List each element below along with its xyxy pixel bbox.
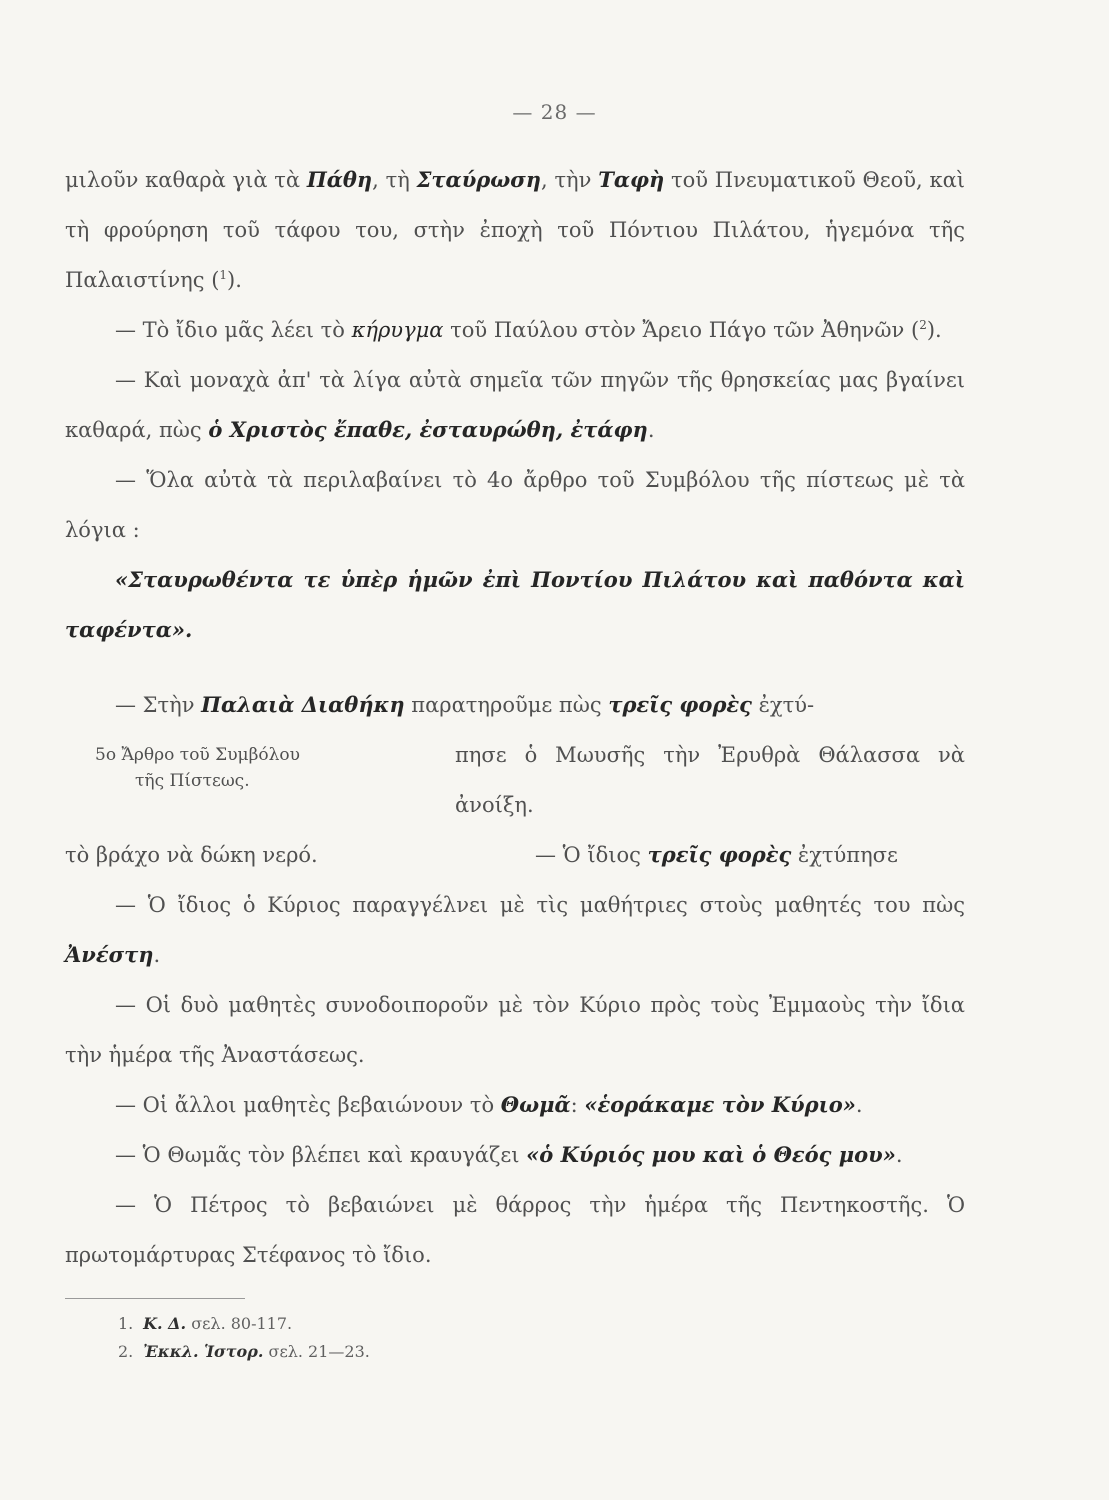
emphasis: Σταύρωση (416, 167, 541, 192)
paragraph-6-first-line (65, 680, 965, 730)
text-run: — Τὸ ἴδιο μᾶς λέει τὸ (115, 318, 352, 342)
paragraph-3 (65, 355, 965, 455)
text-run: μιλοῦν καθαρὰ γιὰ τὰ (65, 168, 307, 192)
creed-quote: «Σταυρωθέντα τε ὑπὲρ ἡμῶν ἐπὶ Ποντίου Πιλάτου καὶ παθόντα καὶ ταφέντα». (65, 567, 965, 642)
paragraph-9 (65, 1080, 965, 1130)
emphasis: Ταφὴ (598, 167, 665, 192)
footnote-number: 1. (118, 1314, 134, 1333)
footnote-abbr: Ἐκκλ. Ἱστορ. (143, 1342, 264, 1361)
emphasis: Ἀνέστη (65, 942, 154, 967)
text-run: . (855, 1093, 863, 1117)
footnote-1 (118, 1310, 370, 1338)
text-run: τοῦ Παύλου στὸν Ἄρειο Πάγο τῶν Ἀθηνῶν ( (443, 318, 920, 342)
paragraph-6b (455, 830, 965, 880)
footnote-text: σελ. 80-117. (186, 1314, 293, 1333)
text-run: τοῦ Πνευματικοῦ Θεοῦ, καὶ τὴ φρούρηση τοῦ τάφου του, στὴν ἐποχὴ τοῦ Πόντιου Πιλάτου, ἡγεμόνα τῆς Παλαιστίνης ( (65, 168, 966, 292)
emphasis: ὁ Χριστὸς ἔπαθε, ἐσταυρώθη, ἐτάφη (208, 417, 648, 442)
footnote-2 (118, 1338, 370, 1366)
text-run: : (570, 1093, 585, 1117)
text-run: . (647, 418, 655, 442)
paragraph-11: — Ὁ Πέτρος τὸ βεβαιώνει μὲ θάρρος τὴν ἡμέρα τῆς Πεντηκοστῆς. Ὁ πρωτομάρτυρας Στέφανος τὸ ἴδιο. (65, 1193, 965, 1267)
emphasis: «ἑοράκαμε τὸν Κύριο» (584, 1092, 856, 1117)
text-run: ἐχτύ- (751, 693, 815, 717)
paragraph-6-end: τὸ βράχο νὰ δώκη νερό. (65, 843, 318, 867)
paragraph-8: — Οἱ δυὸ μαθητὲς συνοδοιποροῦν μὲ τὸν Κύριο πρὸς τοὺς Ἐμμαοὺς τὴν ἴδια τὴν ἡμέρα τῆς Ἀναστάσεως. (65, 993, 965, 1067)
text-run: — Ὁ ἴδιος ὁ Κύριος παραγγέλνει μὲ τὶς μαθήτριες στοὺς μαθητές του πὼς (115, 893, 965, 917)
text-run: — Οἱ ἄλλοι μαθητὲς βεβαιώνουν τὸ (115, 1093, 501, 1117)
paragraph-2 (65, 305, 965, 355)
text-run: παρατηροῦμε πὼς (404, 693, 609, 717)
text-run: , τὴ (372, 168, 417, 192)
page-number: — 28 — (512, 100, 597, 124)
text-run: πησε ὁ Μωυσῆς τὴν Ἐρυθρὰ Θάλασσα νὰ ἀνοίξη. (455, 743, 965, 817)
footnote-abbr: Κ. Δ. (143, 1314, 187, 1333)
paragraph-1 (65, 155, 965, 305)
text-run: — Στὴν (115, 693, 202, 717)
text-run: , τὴν (541, 168, 599, 192)
paragraph-7 (65, 880, 965, 980)
footnote-divider (65, 1298, 245, 1299)
footnote-number: 2. (118, 1342, 134, 1361)
emphasis: κήρυγμα (351, 318, 444, 342)
paragraph-10 (65, 1130, 965, 1180)
paragraph-4: — Ὅλα αὐτὰ τὰ περιλαβαίνει τὸ 4ο ἄρθρο τοῦ Συμβόλου τῆς πίστεως μὲ τὰ λόγια : (65, 468, 965, 542)
text-run: ἐχτύπησε (791, 843, 898, 867)
text-run: — Ὁ Θωμᾶς τὸν βλέπει καὶ κραυγάζει (115, 1143, 527, 1167)
footnote-ref: 1 (219, 268, 228, 282)
main-text (65, 155, 965, 1280)
emphasis: τρεῖς φορὲς (647, 842, 792, 867)
text-run: — Καὶ μοναχὰ ἀπ' τὰ λίγα αὐτὰ σημεῖα τῶν πηγῶν τῆς θρησκείας μας βγαίνει καθαρά, πὼς (65, 368, 965, 442)
footnotes (118, 1310, 370, 1366)
margin-note-line-1: 5ο Ἄρθρο τοῦ Συμβόλου (95, 745, 300, 765)
paragraph-6-right-column (455, 730, 965, 880)
emphasis: τρεῖς φορὲς (608, 692, 752, 717)
text-run: . (895, 1143, 903, 1167)
text-run: ). (926, 318, 942, 342)
margin-note-line-2: τῆς Πίστεως. (135, 771, 250, 791)
footnote-ref: 2 (919, 318, 927, 332)
margin-note (95, 742, 385, 794)
text-run: — Ὁ ἴδιος (535, 843, 648, 867)
emphasis: Θωμᾶ (500, 1092, 571, 1117)
emphasis: Πάθη (306, 167, 373, 192)
text-run: . (153, 943, 161, 967)
footnote-text: σελ. 21—23. (263, 1342, 370, 1361)
emphasis: «ὁ Κύριός μου καὶ ὁ Θεός μου» (526, 1142, 896, 1167)
emphasis: Παλαιὰ Διαθήκη (201, 692, 405, 717)
text-run: ). (227, 268, 242, 292)
